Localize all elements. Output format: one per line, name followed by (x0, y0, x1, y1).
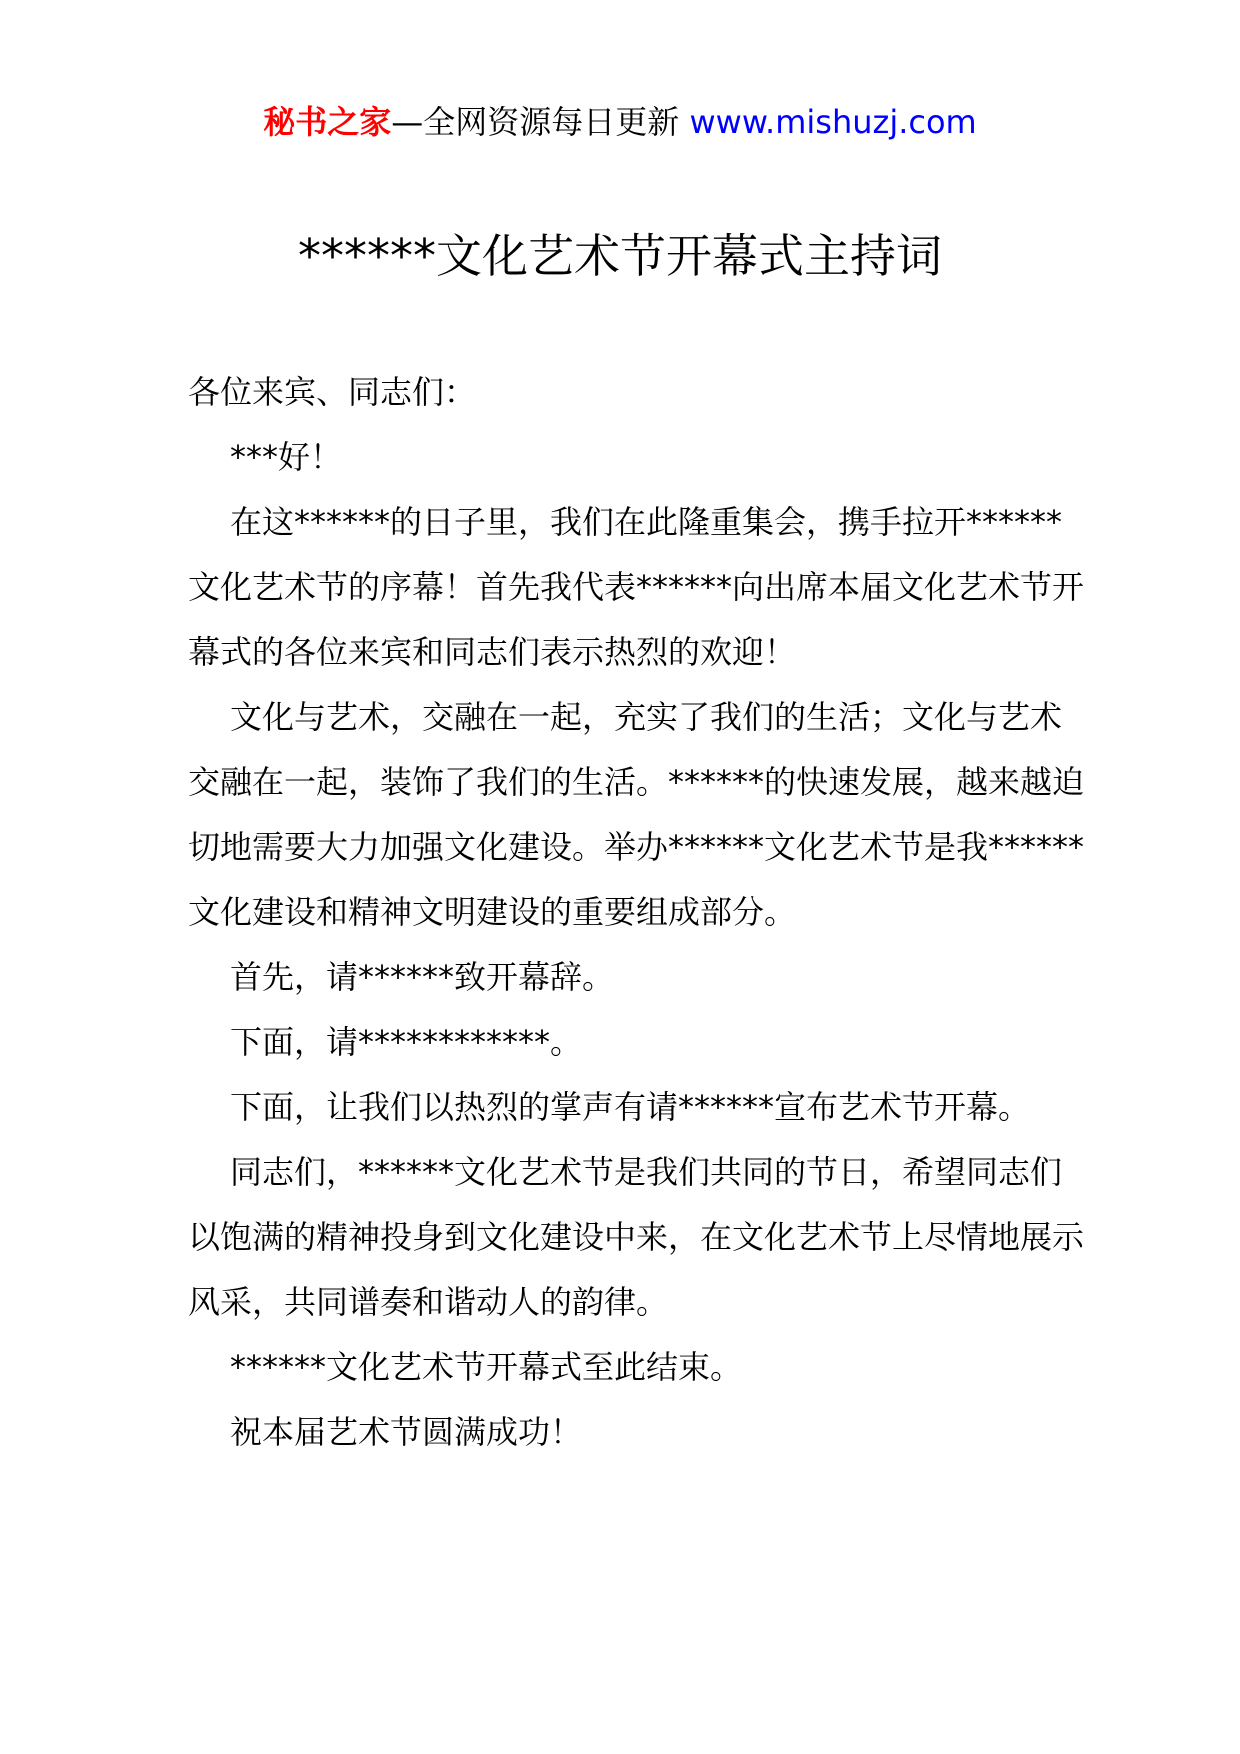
paragraph-announce-opening: 下面，让我们以热烈的掌声有请******宣布艺术节开幕。 (230, 1088, 1031, 1126)
site-url-link[interactable]: www.mishuzj.com (689, 103, 977, 141)
paragraph-culture-art: 文化与艺术，交融在一起，充实了我们的生活；文化与艺术交融在一起，装饰了我们的生活。******的快速发展，越来越迫切地需要大力加强文化建设。举办******文化艺术节是我******文化建设和精神文明建设的重要组成部分。 (188, 698, 1085, 931)
paragraph-opening: 在这******的日子里，我们在此隆重集会，携手拉开******文化艺术节的序幕！首先我代表******向出席本届文化艺术节开幕式的各位来宾和同志们表示热烈的欢迎！ (188, 503, 1085, 671)
paragraph-next-speaker: 下面，请************。 (230, 1023, 583, 1061)
paragraph-comrades: 同志们，******文化艺术节是我们共同的节日，希望同志们以饱满的精神投身到文化建设中来，在文化艺术节上尽情地展示风采，共同谱奏和谐动人的韵律。 (188, 1153, 1085, 1321)
paragraph-closing: ******文化艺术节开幕式至此结束。 (230, 1348, 743, 1386)
document-title: ******文化艺术节开幕式主持词 (298, 229, 942, 283)
paragraph-opening-speech: 首先，请******致开幕辞。 (230, 958, 615, 996)
site-header (0, 100, 1240, 144)
header-slogan: —全网资源每日更新 (391, 103, 680, 141)
document-body (188, 360, 1088, 1465)
paragraph-greeting: ***好！ (230, 438, 343, 476)
paragraph-wish: 祝本届艺术节圆满成功！ (230, 1413, 583, 1451)
brand-name: 秘书之家 (263, 103, 392, 141)
salutation: 各位来宾、同志们： (188, 373, 477, 411)
